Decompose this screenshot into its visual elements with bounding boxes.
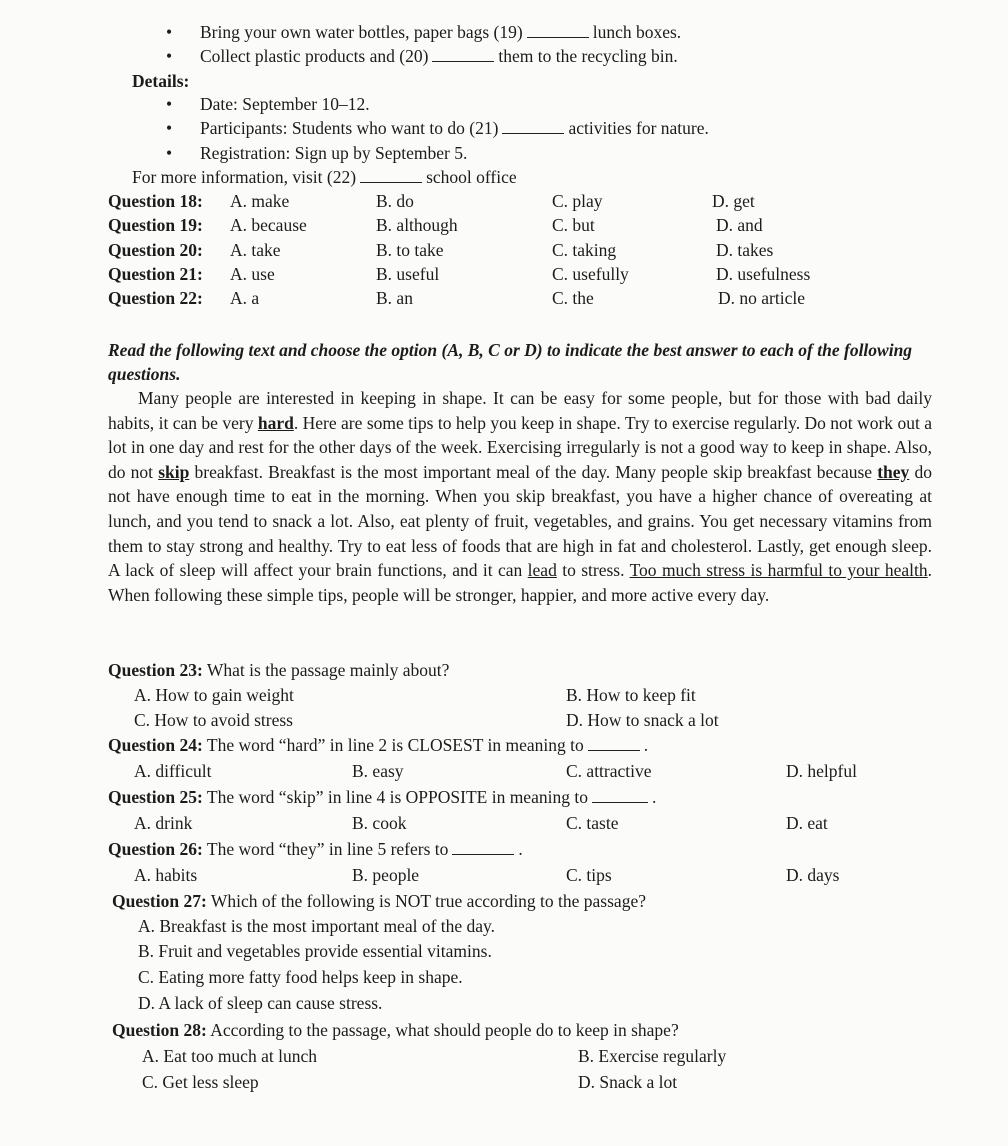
q24-option-d: D. helpful: [786, 761, 857, 781]
option-b: B. useful: [376, 264, 440, 284]
passage-text: . Here are some tips to help you keep in shape. Try to exercise regularly. Do not work out a lot in one day and rest for the other days of the week. Exercising irregularly is not a good way to keep in shape. Also, do not: [108, 412, 932, 482]
q23-option-a: A. How to gain weight: [134, 685, 294, 705]
reading-passage: [108, 386, 932, 607]
q28-option-b: B. Exercise regularly: [578, 1046, 727, 1066]
q24-option-a: A. difficult: [134, 761, 212, 781]
option-c: C. taking: [552, 240, 617, 260]
q28-option-c: C. Get less sleep: [142, 1072, 259, 1092]
blank-19: [527, 36, 589, 38]
stem-period: .: [518, 839, 523, 859]
q27-option-c: C. Eating more fatty food helps keep in shape.: [138, 967, 463, 987]
reading-instruction: Read the following text and choose the option (A, B, C or D) to indicate the best answer to each of the following questions.: [108, 340, 913, 384]
bullet-19-text: Bring your own water bottles, paper bags (19): [200, 22, 523, 42]
option-b: B. although: [376, 215, 458, 235]
q25-option-b: B. cook: [352, 813, 407, 833]
q26-option-c: C. tips: [566, 865, 612, 885]
question-27-stem: [112, 891, 646, 912]
q26-option-b: B. people: [352, 865, 420, 885]
question-label: Question 20:: [108, 240, 203, 260]
underlined-word-skip: skip: [158, 461, 190, 482]
blank-22: [360, 181, 422, 183]
option-d: D. takes: [716, 240, 774, 260]
q25-option-c: C. taste: [566, 813, 619, 833]
q25-option-a: A. drink: [134, 813, 193, 833]
question-26-stem: [108, 839, 523, 860]
question-label: Question 19:: [108, 215, 203, 235]
more-info-tail: school office: [426, 167, 517, 187]
question-stem: Which of the following is NOT true according to the passage?: [210, 891, 646, 911]
blank-21: [502, 132, 564, 134]
question-label: Question 25:: [108, 787, 203, 807]
option-a: A. make: [230, 191, 290, 211]
question-label: Question 21:: [108, 264, 203, 284]
passage-text: breakfast. Breakfast is the most important meal of the day. Many people skip breakfast because: [189, 461, 878, 482]
option-c: C. the: [552, 288, 594, 308]
option-a: A. use: [230, 264, 275, 284]
q25-option-d: D. eat: [786, 813, 828, 833]
detail-participants-tail: activities for nature.: [568, 118, 709, 138]
option-a: A. because: [230, 215, 307, 235]
q26-option-d: D. days: [786, 865, 840, 885]
option-b: B. do: [376, 191, 414, 211]
blank-26: [452, 853, 514, 855]
q23-option-b: B. How to keep fit: [566, 685, 696, 705]
detail-date: [200, 94, 370, 115]
question-label: Question 27:: [112, 891, 207, 911]
question-stem: What is the passage mainly about?: [206, 660, 450, 680]
q23-option-c: C. How to avoid stress: [134, 710, 293, 730]
question-label: Question 18:: [108, 191, 203, 211]
option-a: A. a: [230, 288, 260, 308]
question-24-stem: [108, 735, 648, 756]
question-label: Question 23:: [108, 660, 203, 680]
question-stem: The word “they” in line 5 refers to: [206, 839, 449, 859]
passage-text: . When following these simple tips, people will be stronger, happier, and more active every day.: [108, 560, 932, 605]
passage-text: do not have enough time to eat in the morning. When you skip breakfast, you have a higher chance of overeating at lunch, and you tend to snack a lot. Also, eat plenty of fruit, vegetables, and grains. You get necessary vitamins from them to stay strong and healthy. Try to eat less of foods that are high in fat and cholesterol. Lastly, get enough sleep. A lack of sleep will affect your brain functions, and it can: [108, 461, 932, 581]
detail-registration-text: Registration: Sign up by September 5.: [200, 143, 468, 163]
question-stem: According to the passage, what should people do to keep in shape?: [210, 1020, 679, 1040]
detail-date-text: Date: September 10–12.: [200, 94, 370, 114]
q26-option-a: A. habits: [134, 865, 198, 885]
q24-option-b: B. easy: [352, 761, 404, 781]
bullet-line-19: [200, 22, 681, 43]
question-28-stem: [112, 1020, 679, 1041]
option-b: B. an: [376, 288, 413, 308]
detail-registration: [200, 143, 467, 164]
bullet-20-text: Collect plastic products and (20): [200, 46, 429, 66]
underlined-word-lead: lead: [527, 560, 557, 581]
q24-option-c: C. attractive: [566, 761, 652, 781]
q27-option-d: D. A lack of sleep can cause stress.: [138, 993, 383, 1013]
underlined-phrase-harmful: Too much stress is harmful to your health: [629, 560, 928, 581]
q28-option-a: A. Eat too much at lunch: [142, 1046, 317, 1066]
option-d: D. usefulness: [716, 264, 811, 284]
option-a: A. take: [230, 240, 281, 260]
option-c: C. but: [552, 215, 595, 235]
blank-20: [432, 60, 494, 62]
underlined-word-hard: hard: [257, 412, 294, 433]
question-stem: The word “hard” in line 2 is CLOSEST in meaning to: [206, 735, 584, 755]
question-label: Question 26:: [108, 839, 203, 859]
question-25-stem: [108, 787, 656, 808]
details-heading: Details:: [132, 71, 190, 91]
passage-text: to stress.: [556, 560, 630, 581]
blank-25: [592, 801, 648, 803]
question-label: Question 22:: [108, 288, 203, 308]
q27-option-a: A. Breakfast is the most important meal of the day.: [138, 916, 496, 936]
question-label: Question 28:: [112, 1020, 207, 1040]
blank-24: [588, 749, 640, 751]
option-d: D. get: [712, 191, 755, 211]
passage-text: Many people are interested in keeping in shape. It can be easy for some people, but for those with bad daily habits, it can be very: [108, 388, 932, 433]
more-info-text: For more information, visit (22): [132, 167, 357, 187]
option-c: C. play: [552, 191, 603, 211]
more-info-line: [132, 167, 517, 188]
detail-participants: [200, 118, 709, 139]
option-c: C. usefully: [552, 264, 629, 284]
q27-option-b: B. Fruit and vegetables provide essential vitamins.: [138, 941, 492, 961]
stem-period: .: [651, 787, 657, 807]
question-23-stem: [108, 660, 449, 681]
q23-option-d: D. How to snack a lot: [566, 710, 719, 730]
question-label: Question 24:: [108, 735, 203, 755]
bullet-20-tail: them to the recycling bin.: [498, 46, 678, 66]
question-stem: The word “skip” in line 4 is OPPOSITE in meaning to: [206, 787, 588, 807]
bullet-line-20: [200, 46, 678, 67]
bullet-19-tail: lunch boxes.: [592, 22, 682, 42]
detail-participants-text: Participants: Students who want to do (21): [200, 118, 499, 138]
stem-period: .: [643, 735, 649, 755]
option-d: D. no article: [718, 288, 805, 308]
passage-paragraph: [108, 386, 932, 607]
underlined-word-they: they: [877, 461, 910, 482]
option-d: D. and: [716, 215, 763, 235]
q28-option-d: D. Snack a lot: [578, 1072, 678, 1092]
option-b: B. to take: [376, 240, 444, 260]
